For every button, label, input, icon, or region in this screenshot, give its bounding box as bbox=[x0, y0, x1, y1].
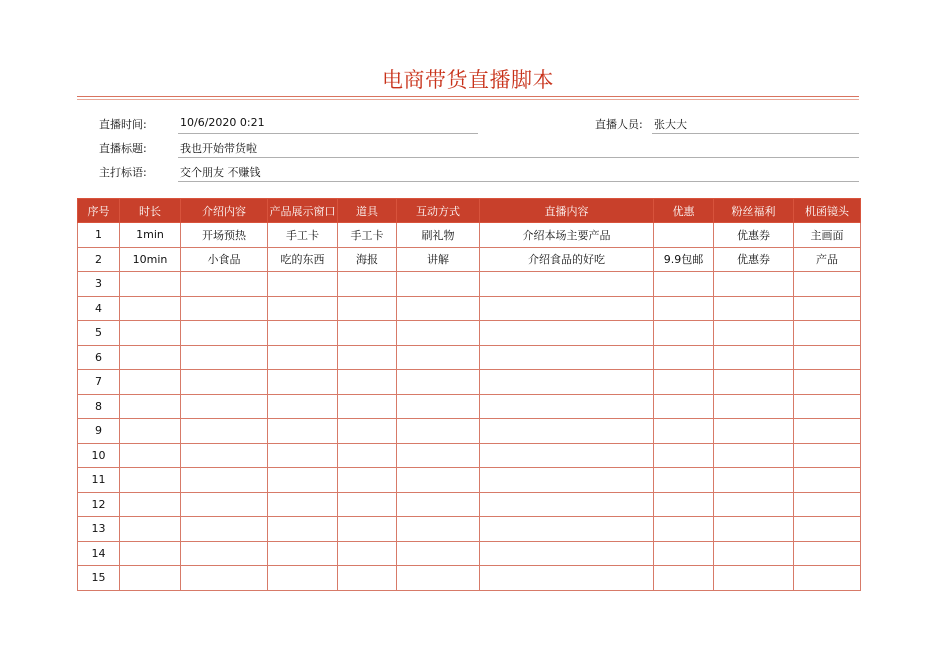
cell-content[interactable] bbox=[480, 443, 654, 468]
host-label: 直播人员: bbox=[595, 118, 643, 131]
script-table bbox=[77, 198, 861, 591]
cell-index: 1 bbox=[78, 223, 120, 248]
cell-index: 3 bbox=[78, 272, 120, 297]
cell-duration[interactable] bbox=[120, 345, 181, 370]
cell-discount[interactable] bbox=[654, 296, 714, 321]
cell-product-window[interactable] bbox=[268, 517, 338, 542]
table-row bbox=[78, 272, 861, 297]
cell-fan-benefit[interactable] bbox=[714, 419, 794, 444]
cell-interaction[interactable] bbox=[397, 541, 480, 566]
cell-interaction[interactable] bbox=[397, 345, 480, 370]
cell-product-window[interactable] bbox=[268, 272, 338, 297]
cell-product-window[interactable] bbox=[268, 541, 338, 566]
cell-intro[interactable] bbox=[181, 370, 268, 395]
cell-discount[interactable] bbox=[654, 541, 714, 566]
cell-intro[interactable] bbox=[181, 443, 268, 468]
slogan-label: 主打标语: bbox=[99, 166, 147, 179]
cell-duration[interactable] bbox=[120, 541, 181, 566]
cell-duration[interactable] bbox=[120, 566, 181, 591]
cell-intro[interactable] bbox=[181, 566, 268, 591]
cell-props[interactable] bbox=[338, 370, 397, 395]
page-title: 电商带货直播脚本 bbox=[382, 68, 554, 92]
table-header-row bbox=[78, 199, 861, 223]
header-product-window: 产品展示窗口 bbox=[268, 199, 338, 223]
cell-duration[interactable]: 1min bbox=[120, 223, 181, 248]
cell-fan-benefit[interactable] bbox=[714, 492, 794, 517]
cell-fan-benefit[interactable]: 优惠券 bbox=[714, 247, 794, 272]
cell-props[interactable] bbox=[338, 321, 397, 346]
live-time-label: 直播时间: bbox=[99, 118, 147, 131]
cell-camera[interactable] bbox=[794, 370, 861, 395]
cell-duration[interactable] bbox=[120, 370, 181, 395]
cell-content[interactable] bbox=[480, 517, 654, 542]
header-camera: 机函镜头 bbox=[794, 199, 861, 223]
cell-interaction[interactable] bbox=[397, 321, 480, 346]
cell-product-window[interactable] bbox=[268, 419, 338, 444]
cell-props[interactable] bbox=[338, 541, 397, 566]
cell-index: 6 bbox=[78, 345, 120, 370]
cell-intro[interactable]: 开场预热 bbox=[181, 223, 268, 248]
cell-intro[interactable] bbox=[181, 345, 268, 370]
cell-index: 15 bbox=[78, 566, 120, 591]
cell-discount[interactable] bbox=[654, 272, 714, 297]
table-row bbox=[78, 517, 861, 542]
live-topic-underline bbox=[178, 157, 859, 158]
table-row bbox=[78, 468, 861, 493]
cell-camera[interactable] bbox=[794, 492, 861, 517]
cell-product-window[interactable] bbox=[268, 468, 338, 493]
cell-intro[interactable] bbox=[181, 321, 268, 346]
cell-interaction[interactable] bbox=[397, 566, 480, 591]
cell-fan-benefit[interactable] bbox=[714, 272, 794, 297]
cell-index: 13 bbox=[78, 517, 120, 542]
slogan-underline bbox=[178, 181, 859, 182]
table-row bbox=[78, 223, 861, 248]
cell-camera[interactable] bbox=[794, 419, 861, 444]
cell-camera[interactable] bbox=[794, 468, 861, 493]
cell-intro[interactable] bbox=[181, 492, 268, 517]
header-index: 序号 bbox=[78, 199, 120, 223]
cell-content[interactable] bbox=[480, 370, 654, 395]
table-row bbox=[78, 419, 861, 444]
cell-camera[interactable] bbox=[794, 566, 861, 591]
cell-product-window[interactable] bbox=[268, 296, 338, 321]
cell-index: 8 bbox=[78, 394, 120, 419]
cell-duration[interactable] bbox=[120, 296, 181, 321]
cell-fan-benefit[interactable] bbox=[714, 566, 794, 591]
cell-product-window[interactable] bbox=[268, 321, 338, 346]
cell-index: 10 bbox=[78, 443, 120, 468]
cell-interaction[interactable] bbox=[397, 443, 480, 468]
cell-discount[interactable] bbox=[654, 468, 714, 493]
cell-camera[interactable] bbox=[794, 296, 861, 321]
cell-props[interactable]: 海报 bbox=[338, 247, 397, 272]
cell-camera[interactable] bbox=[794, 272, 861, 297]
header-duration: 时长 bbox=[120, 199, 181, 223]
cell-intro[interactable] bbox=[181, 541, 268, 566]
cell-interaction[interactable] bbox=[397, 468, 480, 493]
cell-fan-benefit[interactable] bbox=[714, 443, 794, 468]
title-divider-thin bbox=[77, 99, 859, 100]
cell-product-window[interactable] bbox=[268, 566, 338, 591]
cell-content[interactable] bbox=[480, 321, 654, 346]
table-row bbox=[78, 370, 861, 395]
cell-discount[interactable] bbox=[654, 394, 714, 419]
cell-content[interactable]: 介绍食品的好吃 bbox=[480, 247, 654, 272]
cell-interaction[interactable] bbox=[397, 370, 480, 395]
live-time-value[interactable]: 10/6/2020 0:21 bbox=[180, 116, 265, 129]
table-row bbox=[78, 541, 861, 566]
cell-fan-benefit[interactable] bbox=[714, 370, 794, 395]
cell-product-window[interactable] bbox=[268, 370, 338, 395]
slogan-value[interactable]: 交个朋友 不赚钱 bbox=[180, 166, 261, 179]
cell-camera[interactable]: 主画面 bbox=[794, 223, 861, 248]
cell-fan-benefit[interactable] bbox=[714, 541, 794, 566]
cell-index: 2 bbox=[78, 247, 120, 272]
cell-fan-benefit[interactable] bbox=[714, 296, 794, 321]
cell-fan-benefit[interactable] bbox=[714, 394, 794, 419]
cell-index: 14 bbox=[78, 541, 120, 566]
cell-discount[interactable] bbox=[654, 492, 714, 517]
cell-discount[interactable] bbox=[654, 370, 714, 395]
table-row bbox=[78, 566, 861, 591]
cell-discount[interactable] bbox=[654, 345, 714, 370]
cell-intro[interactable] bbox=[181, 468, 268, 493]
cell-duration[interactable] bbox=[120, 394, 181, 419]
cell-props[interactable] bbox=[338, 492, 397, 517]
cell-product-window[interactable] bbox=[268, 345, 338, 370]
table-row bbox=[78, 492, 861, 517]
table-row bbox=[78, 296, 861, 321]
cell-interaction[interactable] bbox=[397, 296, 480, 321]
cell-index: 5 bbox=[78, 321, 120, 346]
cell-interaction[interactable] bbox=[397, 419, 480, 444]
cell-content[interactable] bbox=[480, 296, 654, 321]
host-value[interactable]: 张大大 bbox=[654, 118, 687, 131]
cell-props[interactable] bbox=[338, 517, 397, 542]
live-topic-value[interactable]: 我也开始带货啦 bbox=[180, 142, 257, 155]
header-discount: 优惠 bbox=[654, 199, 714, 223]
cell-duration[interactable] bbox=[120, 492, 181, 517]
cell-props[interactable] bbox=[338, 345, 397, 370]
cell-interaction[interactable] bbox=[397, 272, 480, 297]
cell-camera[interactable] bbox=[794, 345, 861, 370]
cell-content[interactable] bbox=[480, 419, 654, 444]
cell-discount[interactable] bbox=[654, 517, 714, 542]
table-row bbox=[78, 321, 861, 346]
cell-fan-benefit[interactable] bbox=[714, 517, 794, 542]
cell-intro[interactable] bbox=[181, 394, 268, 419]
cell-props[interactable] bbox=[338, 394, 397, 419]
cell-index: 9 bbox=[78, 419, 120, 444]
cell-camera[interactable]: 产品 bbox=[794, 247, 861, 272]
cell-duration[interactable] bbox=[120, 468, 181, 493]
cell-index: 11 bbox=[78, 468, 120, 493]
cell-props[interactable] bbox=[338, 419, 397, 444]
header-fan-benefit: 粉丝福利 bbox=[714, 199, 794, 223]
table-row bbox=[78, 443, 861, 468]
cell-content[interactable] bbox=[480, 272, 654, 297]
cell-index: 12 bbox=[78, 492, 120, 517]
host-underline bbox=[652, 133, 859, 134]
cell-product-window[interactable] bbox=[268, 492, 338, 517]
table-row bbox=[78, 394, 861, 419]
cell-discount[interactable] bbox=[654, 223, 714, 248]
cell-fan-benefit[interactable] bbox=[714, 321, 794, 346]
cell-intro[interactable] bbox=[181, 272, 268, 297]
cell-interaction[interactable]: 刷礼物 bbox=[397, 223, 480, 248]
cell-intro[interactable] bbox=[181, 296, 268, 321]
cell-fan-benefit[interactable] bbox=[714, 468, 794, 493]
cell-props[interactable] bbox=[338, 468, 397, 493]
cell-discount[interactable] bbox=[654, 419, 714, 444]
cell-duration[interactable]: 10min bbox=[120, 247, 181, 272]
cell-props[interactable] bbox=[338, 272, 397, 297]
title-divider bbox=[77, 96, 859, 97]
cell-props[interactable] bbox=[338, 296, 397, 321]
table-row bbox=[78, 247, 861, 272]
cell-duration[interactable] bbox=[120, 272, 181, 297]
cell-interaction[interactable] bbox=[397, 394, 480, 419]
cell-content[interactable] bbox=[480, 394, 654, 419]
cell-content[interactable] bbox=[480, 468, 654, 493]
cell-content[interactable] bbox=[480, 566, 654, 591]
cell-discount[interactable] bbox=[654, 321, 714, 346]
cell-product-window[interactable]: 吃的东西 bbox=[268, 247, 338, 272]
cell-product-window[interactable]: 手工卡 bbox=[268, 223, 338, 248]
cell-intro[interactable]: 小食品 bbox=[181, 247, 268, 272]
cell-interaction[interactable] bbox=[397, 492, 480, 517]
cell-content[interactable] bbox=[480, 492, 654, 517]
live-topic-label: 直播标题: bbox=[99, 142, 147, 155]
cell-props[interactable]: 手工卡 bbox=[338, 223, 397, 248]
cell-discount[interactable] bbox=[654, 443, 714, 468]
cell-duration[interactable] bbox=[120, 517, 181, 542]
cell-content[interactable]: 介绍本场主要产品 bbox=[480, 223, 654, 248]
cell-props[interactable] bbox=[338, 443, 397, 468]
header-intro: 介绍内容 bbox=[181, 199, 268, 223]
cell-fan-benefit[interactable] bbox=[714, 345, 794, 370]
cell-interaction[interactable] bbox=[397, 517, 480, 542]
cell-duration[interactable] bbox=[120, 321, 181, 346]
cell-product-window[interactable] bbox=[268, 394, 338, 419]
cell-product-window[interactable] bbox=[268, 443, 338, 468]
header-interaction: 互动方式 bbox=[397, 199, 480, 223]
cell-content[interactable] bbox=[480, 345, 654, 370]
header-props: 道具 bbox=[338, 199, 397, 223]
cell-duration[interactable] bbox=[120, 443, 181, 468]
cell-camera[interactable] bbox=[794, 517, 861, 542]
cell-discount[interactable]: 9.9包邮 bbox=[654, 247, 714, 272]
cell-camera[interactable] bbox=[794, 541, 861, 566]
cell-index: 7 bbox=[78, 370, 120, 395]
cell-camera[interactable] bbox=[794, 321, 861, 346]
cell-intro[interactable] bbox=[181, 419, 268, 444]
cell-camera[interactable] bbox=[794, 394, 861, 419]
cell-props[interactable] bbox=[338, 566, 397, 591]
live-time-underline bbox=[178, 133, 478, 134]
cell-index: 4 bbox=[78, 296, 120, 321]
table-row bbox=[78, 345, 861, 370]
cell-interaction[interactable]: 讲解 bbox=[397, 247, 480, 272]
cell-content[interactable] bbox=[480, 541, 654, 566]
header-content: 直播内容 bbox=[480, 199, 654, 223]
cell-intro[interactable] bbox=[181, 517, 268, 542]
cell-duration[interactable] bbox=[120, 419, 181, 444]
cell-camera[interactable] bbox=[794, 443, 861, 468]
cell-discount[interactable] bbox=[654, 566, 714, 591]
cell-fan-benefit[interactable]: 优惠券 bbox=[714, 223, 794, 248]
